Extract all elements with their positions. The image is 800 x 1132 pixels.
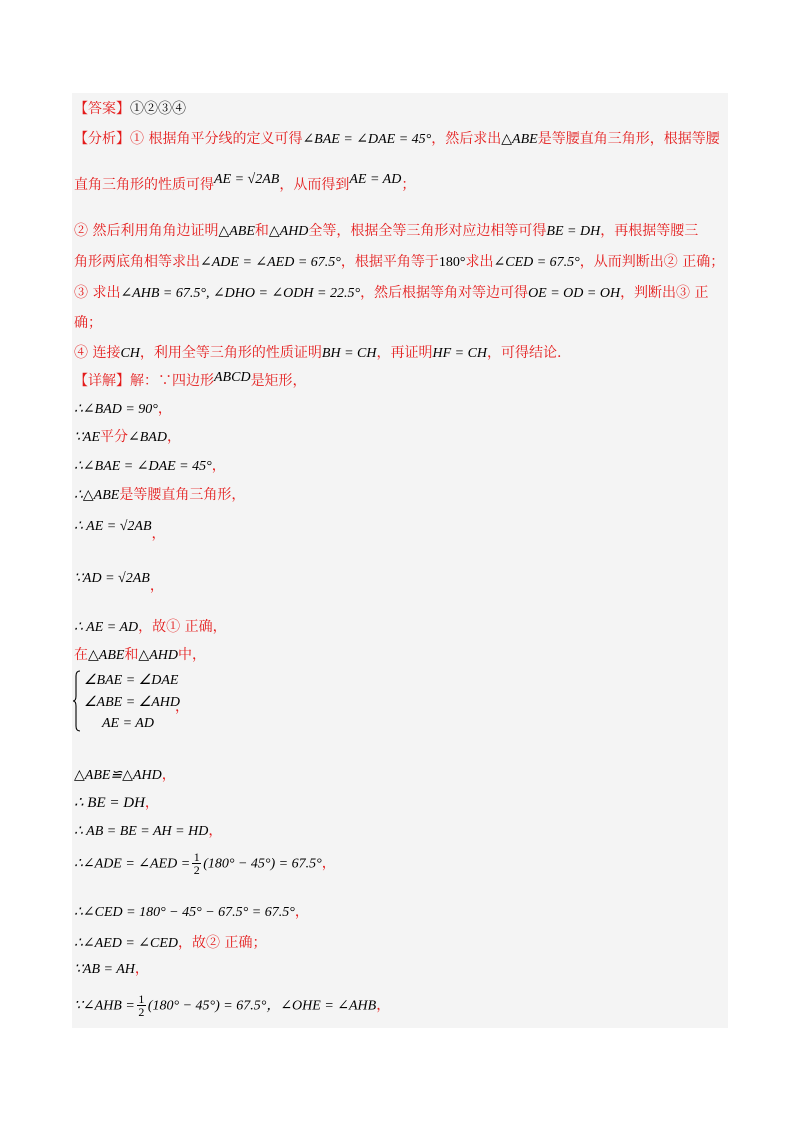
analysis-line-5 bbox=[74, 282, 709, 302]
math-expr: △ABE bbox=[88, 648, 125, 663]
math-expr: ∠BAE = ∠DAE = 45° bbox=[302, 132, 432, 147]
analysis-text: ，再证明 bbox=[376, 345, 433, 361]
system-eq-2: ∠ABE = ∠AHD bbox=[84, 695, 180, 710]
punct: ， bbox=[294, 904, 309, 920]
analysis-text: ，利用全等三角形的性质证明 bbox=[139, 345, 322, 361]
math-expr: ∠ADE = ∠AED = 67.5° bbox=[200, 255, 341, 270]
analysis-label: 【分析】 bbox=[74, 131, 130, 147]
math-expr: ∵AE bbox=[74, 430, 101, 445]
analysis-text: ； bbox=[401, 177, 416, 193]
punct: ， bbox=[208, 823, 223, 839]
math-expr: CH bbox=[120, 346, 140, 361]
answer-line bbox=[74, 98, 186, 118]
punct: ， bbox=[144, 795, 159, 811]
analysis-text: 和 bbox=[254, 223, 269, 239]
math-expr: ∵AB = AH bbox=[74, 962, 135, 977]
math-expr: ∴△ABE bbox=[74, 488, 120, 503]
analysis-text: ③ 求出 bbox=[74, 285, 121, 301]
detail-line-6 bbox=[74, 567, 164, 594]
punct: ， bbox=[376, 997, 391, 1014]
analysis-line-1 bbox=[74, 128, 720, 148]
detail-text: ，故② 正确； bbox=[178, 935, 267, 951]
math-expr: BH = CH bbox=[321, 346, 377, 361]
detail-text: 是矩形， bbox=[250, 373, 307, 389]
analysis-text: ，从而判断出② 正确； bbox=[579, 254, 725, 270]
detail-line-7 bbox=[74, 616, 227, 636]
math-expr: ∴ AE = AD bbox=[74, 620, 139, 635]
detail-line-15 bbox=[74, 958, 149, 978]
detail-text: 和 bbox=[124, 647, 139, 663]
detail-line-2 bbox=[74, 426, 181, 446]
detail-line-11 bbox=[74, 820, 222, 840]
frac-num: 1 bbox=[193, 850, 200, 864]
math-expr: ∴∠BAD = 90° bbox=[74, 402, 158, 417]
math-expr: ∠BAD bbox=[128, 430, 167, 445]
analysis-text: ，可得结论. bbox=[487, 345, 562, 361]
detail-text: 解：∵四边形 bbox=[130, 373, 214, 389]
detail-line-13 bbox=[74, 901, 309, 921]
math-expr: ∠AHB = 67.5°, ∠DHO = ∠ODH = 22.5° bbox=[120, 286, 361, 301]
detail-text: 在 bbox=[74, 647, 88, 663]
punct: ， bbox=[134, 961, 149, 977]
math-expr: △AHD bbox=[268, 224, 309, 239]
detail-text: ，故① 正确， bbox=[138, 619, 227, 635]
punct: ， bbox=[321, 855, 336, 872]
math-expr: HF = CH bbox=[432, 346, 488, 361]
detail-line-5 bbox=[74, 515, 166, 542]
math-expr: AE = √2AB bbox=[214, 172, 280, 187]
math-expr: ∴∠AED = ∠CED bbox=[74, 936, 179, 951]
detail-line-10 bbox=[74, 792, 159, 812]
math-expr: △ABE bbox=[501, 132, 538, 147]
system-eq-1: ∠BAE = ∠DAE bbox=[84, 673, 179, 688]
fraction-half bbox=[192, 851, 201, 876]
math-expr: ∴∠BAE = ∠DAE = 45° bbox=[74, 459, 212, 474]
analysis-text: ，再根据等腰三 bbox=[600, 223, 699, 239]
analysis-text: 角形两底角相等求出 bbox=[74, 254, 200, 270]
math-expr: ∴∠ADE = ∠AED = bbox=[74, 856, 191, 872]
punct: ， bbox=[157, 401, 172, 417]
frac-den: 2 bbox=[193, 863, 200, 877]
analysis-text: ④ 连接 bbox=[74, 345, 121, 361]
punct: ， bbox=[161, 767, 176, 783]
punct: ， bbox=[211, 458, 226, 474]
analysis-text: ① 根据角平分线的定义可得 bbox=[130, 131, 303, 147]
analysis-text: 全等，根据全等三角形对应边相等可得 bbox=[308, 223, 547, 239]
math-expr: △ABE≌△AHD bbox=[74, 768, 162, 783]
frac-den: 2 bbox=[138, 1005, 145, 1019]
left-brace-icon bbox=[73, 670, 81, 732]
math-expr: ∵AD = √2AB bbox=[74, 571, 150, 586]
math-expr: △AHD bbox=[138, 648, 178, 663]
analysis-text: 是等腰直角三角形，根据等腰 bbox=[537, 131, 720, 147]
analysis-text: ，然后求出 bbox=[431, 131, 502, 147]
analysis-line-2 bbox=[74, 174, 415, 194]
answer-label: 【答案】 bbox=[74, 101, 130, 117]
analysis-text: 直角三角形的性质可得 bbox=[74, 177, 214, 193]
math-expr: △ABE bbox=[218, 224, 255, 239]
detail-line-0 bbox=[74, 370, 307, 390]
math-expr: ∵∠AHB = bbox=[74, 998, 135, 1014]
detail-line-12 bbox=[74, 851, 336, 876]
analysis-line-7 bbox=[74, 342, 561, 362]
math-expr: 180° bbox=[438, 255, 466, 270]
detail-line-1 bbox=[74, 398, 172, 418]
frac-num: 1 bbox=[138, 992, 145, 1006]
math-expr: BE = DH bbox=[546, 224, 601, 239]
punct: ， bbox=[166, 429, 181, 445]
analysis-text: ，根据平角等于 bbox=[340, 254, 439, 270]
math-expr: AE = AD bbox=[349, 172, 402, 187]
math-expr: ∴ AE = √2AB bbox=[74, 519, 152, 534]
fraction-half bbox=[137, 993, 146, 1018]
analysis-line-3 bbox=[74, 220, 698, 240]
analysis-text: ② 然后利用角角边证明 bbox=[74, 223, 219, 239]
punct: ， bbox=[175, 699, 189, 715]
detail-line-3 bbox=[74, 455, 226, 475]
detail-line-14 bbox=[74, 932, 266, 952]
math-expr: OE = OD = OH bbox=[528, 286, 621, 301]
detail-text: 平分 bbox=[100, 429, 129, 445]
analysis-text: ，然后根据等角对等边可得 bbox=[360, 285, 529, 301]
math-expr: (180° − 45°) = 67.5° bbox=[203, 856, 322, 872]
math-expr: ∴ AB = BE = AH = HD bbox=[74, 824, 209, 839]
math-expr: (180° − 45°) = 67.5°，∠OHE = ∠AHB bbox=[147, 998, 377, 1014]
system-eq-3: AE = AD bbox=[102, 716, 154, 731]
analysis-line-4 bbox=[74, 251, 724, 271]
detail-text: 中， bbox=[177, 647, 206, 663]
punct: ， bbox=[149, 578, 164, 594]
math-expr: ABCD bbox=[214, 370, 251, 385]
analysis-line-6 bbox=[74, 312, 102, 332]
analysis-text: ，判断出③ 正 bbox=[620, 285, 709, 301]
detail-label: 【详解】 bbox=[74, 373, 130, 389]
detail-line-9 bbox=[74, 764, 176, 784]
math-expr: ∴ BE = DH bbox=[74, 795, 145, 811]
analysis-text: 确； bbox=[74, 315, 102, 331]
answer-value: ①②③④ bbox=[130, 101, 186, 117]
detail-text: 是等腰直角三角形， bbox=[119, 487, 246, 503]
punct: ， bbox=[151, 526, 166, 542]
math-expr: ∴∠CED = 180° − 45° − 67.5° = 67.5° bbox=[74, 905, 295, 920]
analysis-text: 求出 bbox=[465, 254, 494, 270]
detail-line-8 bbox=[74, 644, 206, 664]
detail-line-4 bbox=[74, 484, 245, 504]
system-comma bbox=[175, 696, 189, 716]
detail-line-16 bbox=[74, 993, 390, 1018]
math-expr: ∠CED = 67.5° bbox=[493, 255, 580, 270]
analysis-text: ，从而得到 bbox=[279, 177, 350, 193]
